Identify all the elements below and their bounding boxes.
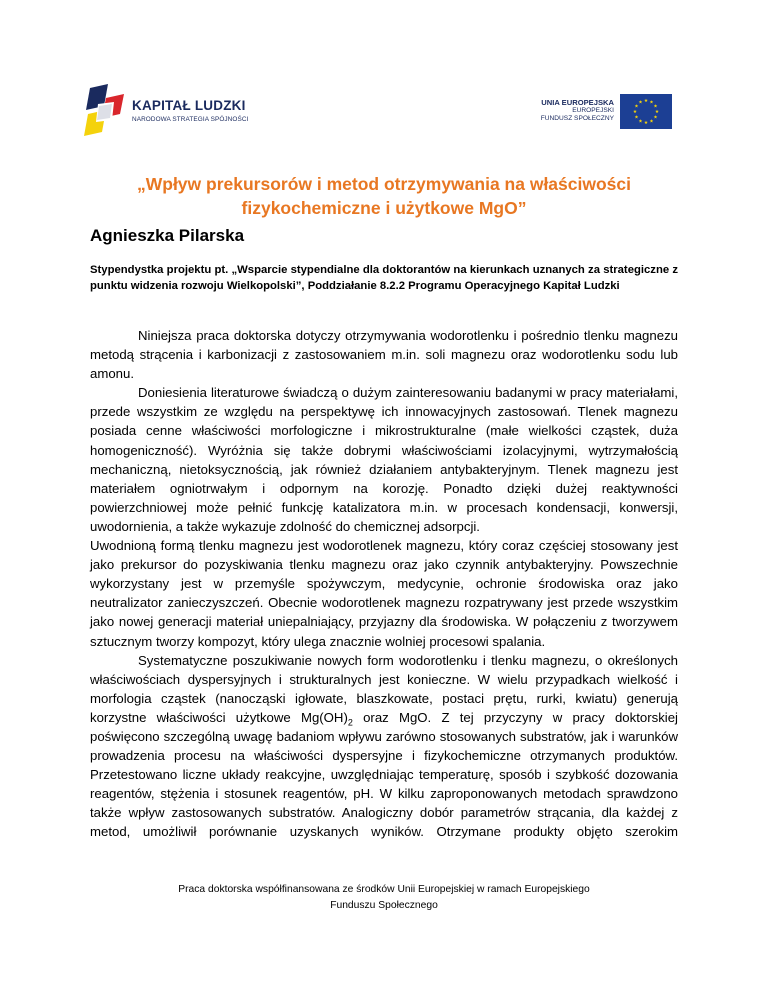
paragraph-3: Uwodnioną formą tlenku magnezu jest wodorotlenek magnezu, który coraz częściej stosowany jest jako prekursor do pozyskiwania tlenku magnezu oraz jako czynnik antybakteryjny. Powszechnie wykorzystany jest w przemyśle spożywczym, medycynie, ochronie środowiska oraz jako neutralizator zanieczyszczeń. Obecnie wodorotlenek magnezu rozpatrywany jest przede wszystkim jako nowej generacji materiał uniepalniający, przyjazny dla środowiska. W połączeniu z tworzywem sztucznym tworzy kompozyt, który ulega znacznie wolniej procesowi spalania. xyxy=(90,538,678,649)
eu-star-icon xyxy=(639,100,643,103)
paragraph-4-part-b: oraz MgO. Z tej przyczyny w pracy doktorskiej poświęcono szczególną uwagę badaniom wpływu zarówno stosowanych substratów, jak i warunków prowadzenia procesu na właściwości dyspersyjne i fizykochemiczne otrzymanych produktów. Przetestowano liczne układy reakcyjne, uwzględniając temperaturę, sposób i szybkość dozowania reagentów, stężenia i stosunek reagentów, pH. W kilku zaproponowanych metodach sprawdzono także wpływ zastosowanych substratów. Analogiczny dobór parametrów strącania, dla każdej z metod, umożliwił porównanie uzyskanych wyników. Otrzymane produkty objęto szerokim xyxy=(90,709,678,840)
eu-star-icon xyxy=(635,104,639,107)
eu-logo xyxy=(512,92,672,132)
paragraph-2: Doniesienia literaturowe świadczą o dużym zainteresowaniu badanymi w pracy materiałami, przede wszystkim ze względu na perspektywę ich innowacyjnych zastosowań. Tlenek magnezu posiada cenne właściwości morfologiczne i mikrostrukturalne (małe wielkości cząstek, duża homogeniczność). Wyróżnia się także dobrymi właściwościami izolacyjnymi, wytrzymałością mechaniczną, nietoksycznością, jak również działaniem antybakteryjnym. Tlenek magnezu jest materiałem ogniotrwałym i odpornym na korozję. Ponadto dzięki dużej reaktywności powierzchniowej może pełnić funkcję katalizatora m.in. w procesach kondensacji, konwersji, uwodornienia, a także wykazuje zdolność do chemicznej adsorpcji. xyxy=(90,385,678,534)
eu-stars xyxy=(620,94,672,129)
eu-star-icon xyxy=(644,121,648,124)
paragraph-4-part-a: Systematyczne poszukiwanie nowych form wodorotlenku i tlenku magnezu, o określonych właściwościach dyspersyjnych i strukturalnych jest konieczne. W wielu przypadkach wielkość i morfologia cząstek (nanocząski igłowate, blaszkowate, postaci prętu, rurki, kwiatu) generują korzystne właściwości użytkowe Mg(OH) xyxy=(90,652,678,725)
footer-line-1: Praca doktorska współfinansowana ze środków Unii Europejskiej w ramach Europejskiego xyxy=(178,884,590,895)
eu-flag-icon xyxy=(620,94,672,129)
eu-logo-text xyxy=(541,98,614,123)
kapital-ludzki-emblem-icon xyxy=(84,84,130,140)
eu-star-icon xyxy=(655,110,659,113)
author-name: Agnieszka Pilarska xyxy=(90,226,245,245)
eu-star-icon xyxy=(639,119,643,122)
eu-star-icon xyxy=(650,100,654,103)
eu-star-icon xyxy=(650,119,654,122)
eu-star-icon xyxy=(654,104,658,107)
kapital-ludzki-subtitle: NARODOWA STRATEGIA SPÓJNOŚCI xyxy=(132,116,249,123)
kapital-ludzki-title: KAPITAŁ LUDZKI xyxy=(132,98,246,113)
kapital-ludzki-logo xyxy=(84,84,284,140)
eu-star-icon xyxy=(635,115,639,118)
paragraph-4-subscript: 2 xyxy=(347,717,353,728)
paragraph-1: Niniejsza praca doktorska dotyczy otrzymywania wodorotlenku i pośrednio tlenku magnezu metodą strącenia i karbonizacji z zastosowaniem m.in. soli magnezu oraz wodorotlenku sodu lub amonu. xyxy=(90,328,678,382)
page-title xyxy=(70,172,698,220)
affiliation: Stypendystka projektu pt. „Wsparcie stypendialne dla doktorantów na kierunkach uznanych za strategiczne z punktu widzenia rozwoju Wielkopolski”, Poddziałanie 8.2.2 Programu Operacyjnego Kapitał Ludzki xyxy=(90,264,678,292)
footer-line-2: Funduszu Społecznego xyxy=(330,900,438,911)
eu-logo-line2: EUROPEJSKI xyxy=(572,107,614,114)
page-footer xyxy=(90,882,678,914)
eu-star-icon xyxy=(654,115,658,118)
eu-star-icon xyxy=(633,110,637,113)
eu-logo-line3: FUNDUSZ SPOŁECZNY xyxy=(540,115,614,122)
paragraph-4 xyxy=(90,651,678,842)
eu-logo-line1: UNIA EUROPEJSKA xyxy=(541,98,614,107)
body-text xyxy=(90,326,678,842)
eu-star-icon xyxy=(644,99,648,102)
title-line-2: fizykochemiczne i użytkowe MgO” xyxy=(241,198,527,218)
title-line-1: „Wpływ prekursorów i metod otrzymywania na właściwości xyxy=(136,174,632,194)
